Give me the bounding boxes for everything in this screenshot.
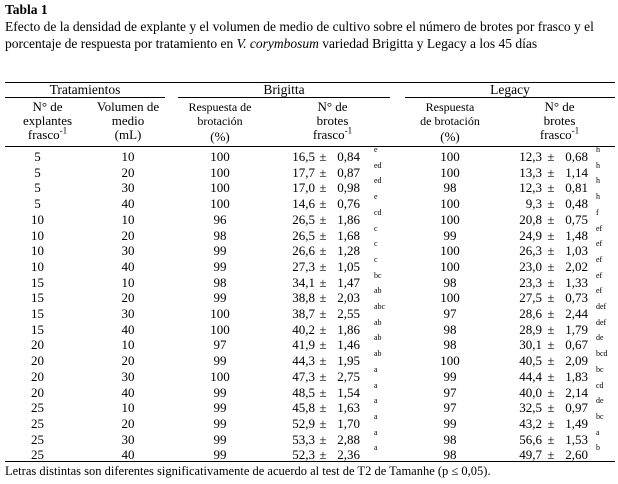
cell-legacy-pm: ± <box>547 415 555 431</box>
cell-brigitta-letter: c <box>374 239 378 249</box>
cell-brigitta-sd: 2,55 <box>337 306 360 321</box>
cell-legacy-mean: 26,3 <box>519 243 542 259</box>
cell-brigitta-sd: 2,75 <box>337 368 360 384</box>
cell-brigitta-pm: ± <box>319 243 327 259</box>
cell-explants: 15 <box>31 321 44 337</box>
cell-brigitta-letter: ab <box>374 286 382 296</box>
cell-legacy-letter: h <box>596 145 600 154</box>
cell-brigitta-sd: 2,36 <box>337 447 360 463</box>
table-row <box>0 145 618 164</box>
table-row <box>0 317 618 337</box>
cell-legacy-pm: ± <box>547 384 555 400</box>
cell-legacy-mean: 20,8 <box>519 211 542 227</box>
cell-brigitta-pm: ± <box>319 306 327 321</box>
cell-legacy-sd: 2,02 <box>565 258 588 274</box>
cell-brigitta-letter: c <box>374 223 378 233</box>
cell-brigitta-letter: a <box>374 380 378 390</box>
cell-volume: 40 <box>121 258 135 274</box>
cell-legacy-pm: ± <box>547 211 555 227</box>
cell-brigitta-pm: ± <box>319 368 327 384</box>
header-rule <box>5 146 615 147</box>
cell-legacy-mean: 13,3 <box>519 164 542 180</box>
cell-legacy-mean: 23,3 <box>519 274 542 290</box>
cell-explants: 5 <box>34 149 41 164</box>
cell-legacy-letter: a <box>596 427 600 437</box>
cell-legacy-pm: ± <box>547 337 555 353</box>
cell-explants: 25 <box>31 431 44 447</box>
cell-brigitta-response: 100 <box>210 368 230 384</box>
cell-brigitta-response: 100 <box>210 149 230 164</box>
cell-legacy-sd: 0,75 <box>565 211 588 227</box>
cell-legacy-mean: 12,3 <box>519 149 542 164</box>
group-legacy: Legacy <box>490 82 530 97</box>
table-row <box>0 223 618 243</box>
cell-explants: 5 <box>34 180 41 196</box>
cell-explants: 5 <box>34 164 41 180</box>
cell-brigitta-sd: 1,54 <box>337 384 360 400</box>
col-header-legacy-shoots: N° de brotes frasco$^{-1}$ <box>539 99 580 142</box>
cell-volume: 40 <box>121 321 135 337</box>
cell-legacy-sd: 2,09 <box>565 353 588 369</box>
cell-brigitta-mean: 38,7 <box>292 306 315 321</box>
cell-brigitta-mean: 26,6 <box>292 243 315 259</box>
cell-brigitta-letter: a <box>374 396 378 406</box>
col-header-volume: Volumen de medio (mL) <box>96 99 160 142</box>
cell-brigitta-response: 99 <box>213 415 227 431</box>
cell-legacy-response: 99 <box>443 415 457 431</box>
cell-legacy-mean: 24,9 <box>519 227 542 243</box>
cell-legacy-letter: bc <box>596 364 604 374</box>
table-row <box>0 207 618 227</box>
cell-legacy-sd: 0,97 <box>565 400 588 416</box>
cell-legacy-pm: ± <box>547 368 555 384</box>
cell-brigitta-letter: ab <box>374 317 382 327</box>
table-row <box>0 270 618 290</box>
cell-brigitta-pm: ± <box>319 384 327 400</box>
cell-brigitta-response: 100 <box>210 164 230 180</box>
cell-legacy-pm: ± <box>547 243 555 259</box>
cell-volume: 30 <box>121 368 135 384</box>
cell-volume: 10 <box>121 400 135 416</box>
cell-brigitta-pm: ± <box>319 149 327 164</box>
cell-brigitta-letter: a <box>374 411 378 421</box>
cell-legacy-pm: ± <box>547 180 555 196</box>
cell-legacy-mean: 40,0 <box>519 384 542 400</box>
cell-brigitta-sd: 1,63 <box>337 400 360 416</box>
cell-brigitta-letter: c <box>374 254 378 264</box>
cell-legacy-letter: def <box>596 302 607 311</box>
cell-legacy-sd: 1,53 <box>565 431 588 447</box>
cell-legacy-sd: 1,33 <box>565 274 588 290</box>
cell-legacy-sd: 2,44 <box>565 306 588 321</box>
cell-legacy-letter: f <box>596 207 599 217</box>
cell-brigitta-response: 99 <box>213 384 227 400</box>
cell-brigitta-mean: 34,1 <box>292 274 315 290</box>
cell-brigitta-mean: 17,0 <box>292 180 315 196</box>
cell-brigitta-pm: ± <box>319 258 327 274</box>
cell-legacy-sd: 1,03 <box>565 243 588 259</box>
cell-brigitta-mean: 16,5 <box>292 149 315 164</box>
cell-legacy-sd: 0,73 <box>565 290 588 306</box>
cell-legacy-letter: ef <box>596 223 603 233</box>
cell-explants: 25 <box>31 447 44 463</box>
cell-brigitta-mean: 40,2 <box>292 321 315 337</box>
group-brigitta: Brigitta <box>263 82 305 97</box>
cell-legacy-response: 97 <box>443 400 457 416</box>
cell-explants: 10 <box>31 243 44 259</box>
cell-brigitta-pm: ± <box>319 211 327 227</box>
cell-brigitta-pm: ± <box>319 321 327 337</box>
cell-legacy-sd: 0,67 <box>565 337 588 353</box>
cell-legacy-letter: h <box>596 176 600 186</box>
cell-legacy-sd: 1,14 <box>565 164 588 180</box>
cell-legacy-pm: ± <box>547 353 555 369</box>
cell-explants: 20 <box>31 337 44 353</box>
cell-legacy-sd: 0,68 <box>565 149 588 164</box>
cell-brigitta-pm: ± <box>319 415 327 431</box>
cell-legacy-sd: 2,60 <box>565 447 588 463</box>
cell-brigitta-pm: ± <box>319 431 327 447</box>
cell-legacy-pm: ± <box>547 258 555 274</box>
cell-volume: 40 <box>121 447 135 463</box>
cell-legacy-pm: ± <box>547 447 555 463</box>
cell-brigitta-mean: 45,8 <box>292 400 315 416</box>
cell-legacy-pm: ± <box>547 306 555 321</box>
col-header-explants: N° de explantes frasco$^{-1}$ <box>22 99 73 142</box>
cell-brigitta-pm: ± <box>319 274 327 290</box>
cell-brigitta-pm: ± <box>319 290 327 306</box>
cell-legacy-letter: bc <box>596 411 604 421</box>
cell-legacy-mean: 40,5 <box>519 353 542 369</box>
cell-brigitta-response: 99 <box>213 431 227 447</box>
cell-legacy-pm: ± <box>547 227 555 243</box>
cell-brigitta-sd: 0,98 <box>337 180 360 196</box>
cell-legacy-response: 98 <box>443 337 457 353</box>
cell-legacy-letter: h <box>596 160 600 170</box>
cell-legacy-letter: h <box>596 192 600 202</box>
cell-brigitta-mean: 44,3 <box>292 353 315 369</box>
cell-legacy-pm: ± <box>547 290 555 306</box>
caption-text-b: variedad Brigitta y Legacy a los 45 días <box>318 36 538 51</box>
cell-legacy-response: 98 <box>443 274 457 290</box>
cell-explants: 15 <box>31 306 44 321</box>
cell-legacy-pm: ± <box>547 149 555 164</box>
cell-brigitta-mean: 52,3 <box>292 447 315 463</box>
cell-explants: 20 <box>31 368 44 384</box>
cell-brigitta-mean: 17,7 <box>292 164 315 180</box>
cell-volume: 20 <box>121 227 135 243</box>
table-caption <box>5 1 617 52</box>
cell-volume: 30 <box>121 431 135 447</box>
cell-brigitta-letter: e <box>374 145 378 154</box>
cell-brigitta-pm: ± <box>319 196 327 212</box>
cell-legacy-letter: def <box>596 317 607 327</box>
cell-legacy-response: 100 <box>440 196 460 212</box>
cell-legacy-mean: 28,6 <box>519 306 542 321</box>
cell-brigitta-mean: 48,5 <box>292 384 315 400</box>
cell-volume: 10 <box>121 211 135 227</box>
table-number: Tabla 1 <box>5 2 48 17</box>
cell-brigitta-sd: 1,47 <box>337 274 360 290</box>
cell-explants: 10 <box>31 227 44 243</box>
cell-volume: 40 <box>121 384 135 400</box>
cell-brigitta-letter: bc <box>374 270 382 280</box>
cell-brigitta-letter: a <box>374 427 378 437</box>
cell-legacy-pm: ± <box>547 164 555 180</box>
cell-explants: 15 <box>31 290 44 306</box>
cell-legacy-response: 99 <box>443 227 457 243</box>
cell-brigitta-sd: 1,95 <box>337 353 360 369</box>
cell-legacy-sd: 1,48 <box>565 227 588 243</box>
table-row <box>0 302 618 321</box>
cell-brigitta-pm: ± <box>319 337 327 353</box>
cell-legacy-sd: 1,79 <box>565 321 588 337</box>
cell-brigitta-pm: ± <box>319 447 327 463</box>
cell-brigitta-response: 96 <box>213 211 227 227</box>
cell-brigitta-response: 98 <box>213 227 227 243</box>
caption-species: V. corymbosum <box>236 36 319 51</box>
cell-brigitta-sd: 1,28 <box>337 243 360 259</box>
cell-legacy-mean: 56,6 <box>519 431 542 447</box>
cell-legacy-sd: 2,14 <box>565 384 588 400</box>
caption-text-a: Efecto de la densidad de explante y el volumen de medio de cultivo sobre el número de brotes por frasco y el porcentaje de respuesta por tratamiento en <box>5 19 594 51</box>
cell-brigitta-sd: 1,46 <box>337 337 360 353</box>
cell-brigitta-pm: ± <box>319 164 327 180</box>
cell-legacy-mean: 30,1 <box>519 337 542 353</box>
cell-legacy-letter: ef <box>596 254 603 264</box>
cell-volume: 30 <box>121 243 135 259</box>
cell-legacy-response: 97 <box>443 384 457 400</box>
table-row <box>0 364 618 384</box>
cell-brigitta-letter: ed <box>374 160 382 170</box>
cell-legacy-response: 98 <box>443 431 457 447</box>
cell-legacy-pm: ± <box>547 431 555 447</box>
cell-legacy-sd: 1,49 <box>565 415 588 431</box>
cell-brigitta-letter: ab <box>374 349 382 359</box>
cell-legacy-mean: 27,5 <box>519 290 542 306</box>
table-row <box>0 176 618 196</box>
cell-brigitta-response: 100 <box>210 306 230 321</box>
cell-brigitta-response: 99 <box>213 400 227 416</box>
cell-legacy-mean: 43,2 <box>519 415 542 431</box>
cell-legacy-letter: ef <box>596 286 603 296</box>
group-treatments: Tratamientos <box>49 82 121 97</box>
cell-volume: 30 <box>121 180 135 196</box>
cell-volume: 20 <box>121 353 135 369</box>
cell-legacy-mean: 44,4 <box>519 368 542 384</box>
cell-brigitta-sd: 1,86 <box>337 211 360 227</box>
cell-legacy-response: 100 <box>440 164 460 180</box>
cell-legacy-mean: 32,5 <box>519 400 542 416</box>
table-footnote: Letras distintas son diferentes significativamente de acuerdo al test de T2 de Tamanhe (p ≤ 0,05). <box>5 464 491 478</box>
cell-brigitta-response: 97 <box>213 337 227 353</box>
table-row <box>0 411 618 431</box>
cell-explants: 10 <box>31 258 44 274</box>
cell-legacy-response: 98 <box>443 180 457 196</box>
cell-legacy-response: 100 <box>440 353 460 369</box>
cell-brigitta-sd: 2,03 <box>337 290 360 306</box>
cell-brigitta-sd: 1,05 <box>337 258 360 274</box>
cell-brigitta-response: 100 <box>210 196 230 212</box>
cell-legacy-mean: 9,3 <box>525 196 542 212</box>
cell-brigitta-sd: 0,76 <box>337 196 360 212</box>
cell-legacy-pm: ± <box>547 274 555 290</box>
cell-legacy-response: 98 <box>443 321 457 337</box>
table-row <box>0 427 618 447</box>
cell-explants: 25 <box>31 400 44 416</box>
cell-volume: 40 <box>121 196 135 212</box>
cell-brigitta-letter: a <box>374 443 378 453</box>
cell-explants: 20 <box>31 384 44 400</box>
col-header-brigitta-shoots: N° de brotes frasco$^{-1}$ <box>312 99 353 142</box>
col-header-brigitta-response: Respuesta de brotación (%) <box>188 100 252 144</box>
cell-brigitta-sd: 0,87 <box>337 164 360 180</box>
cell-legacy-sd: 1,83 <box>565 368 588 384</box>
cell-volume: 20 <box>121 290 135 306</box>
cell-brigitta-sd: 1,86 <box>337 321 360 337</box>
col-header-legacy-response: Respuesta de brotación (%) <box>420 100 480 144</box>
cell-brigitta-sd: 2,88 <box>337 431 360 447</box>
cell-explants: 5 <box>34 196 41 212</box>
cell-legacy-letter: de <box>596 333 604 343</box>
cell-volume: 10 <box>121 274 135 290</box>
cell-legacy-letter: cd <box>596 380 604 390</box>
cell-legacy-response: 100 <box>440 211 460 227</box>
cell-legacy-response: 97 <box>443 306 457 321</box>
cell-explants: 15 <box>31 274 44 290</box>
cell-explants: 25 <box>31 415 44 431</box>
cell-brigitta-letter: abc <box>374 302 386 311</box>
table-row <box>0 333 618 353</box>
cell-brigitta-letter: e <box>374 192 378 202</box>
cell-brigitta-letter: a <box>374 364 378 374</box>
cell-brigitta-pm: ± <box>319 227 327 243</box>
cell-legacy-response: 98 <box>443 447 457 463</box>
cell-brigitta-mean: 27,3 <box>292 258 315 274</box>
cell-brigitta-response: 100 <box>210 180 230 196</box>
cell-volume: 20 <box>121 415 135 431</box>
table-row <box>0 239 618 259</box>
cell-legacy-response: 99 <box>443 368 457 384</box>
cell-brigitta-sd: 0,84 <box>337 149 360 164</box>
table-row <box>0 380 618 400</box>
cell-legacy-mean: 12,3 <box>519 180 542 196</box>
cell-legacy-letter: ef <box>596 239 603 249</box>
cell-legacy-pm: ± <box>547 400 555 416</box>
table-row <box>0 286 618 306</box>
cell-brigitta-response: 98 <box>213 274 227 290</box>
cell-brigitta-mean: 52,9 <box>292 415 315 431</box>
cell-brigitta-response: 99 <box>213 243 227 259</box>
cell-brigitta-mean: 38,8 <box>292 290 315 306</box>
table-row <box>0 254 618 274</box>
cell-legacy-sd: 0,48 <box>565 196 588 212</box>
cell-brigitta-response: 99 <box>213 353 227 369</box>
cell-volume: 30 <box>121 306 135 321</box>
cell-explants: 20 <box>31 353 44 369</box>
cell-brigitta-pm: ± <box>319 353 327 369</box>
cell-legacy-mean: 23,0 <box>519 258 542 274</box>
cell-brigitta-mean: 47,3 <box>292 368 315 384</box>
cell-legacy-sd: 0,81 <box>565 180 588 196</box>
cell-brigitta-response: 99 <box>213 258 227 274</box>
cell-volume: 20 <box>121 164 135 180</box>
cell-legacy-pm: ± <box>547 196 555 212</box>
cell-legacy-mean: 49,7 <box>519 447 542 463</box>
cell-legacy-pm: ± <box>547 321 555 337</box>
cell-legacy-letter: bcd <box>596 349 608 359</box>
cell-volume: 10 <box>121 337 135 353</box>
cell-legacy-response: 100 <box>440 258 460 274</box>
table-row <box>0 443 618 463</box>
cell-brigitta-letter: ed <box>374 176 382 186</box>
table-row <box>0 349 618 369</box>
cell-brigitta-response: 99 <box>213 447 227 463</box>
cell-legacy-letter: de <box>596 396 604 406</box>
cell-brigitta-sd: 1,70 <box>337 415 360 431</box>
cell-brigitta-letter: ab <box>374 333 382 343</box>
cell-legacy-letter: b <box>596 443 600 453</box>
cell-legacy-response: 100 <box>440 290 460 306</box>
cell-brigitta-sd: 1,68 <box>337 227 360 243</box>
cell-brigitta-mean: 41,9 <box>292 337 315 353</box>
cell-brigitta-response: 100 <box>210 321 230 337</box>
cell-brigitta-mean: 26,5 <box>292 227 315 243</box>
cell-brigitta-mean: 53,3 <box>292 431 315 447</box>
cell-brigitta-pm: ± <box>319 400 327 416</box>
cell-brigitta-response: 99 <box>213 290 227 306</box>
cell-volume: 10 <box>121 149 135 164</box>
cell-brigitta-pm: ± <box>319 180 327 196</box>
cell-legacy-letter: ef <box>596 270 603 280</box>
cell-brigitta-mean: 14,6 <box>292 196 315 212</box>
cell-explants: 10 <box>31 211 44 227</box>
cell-legacy-response: 100 <box>440 149 460 164</box>
cell-legacy-response: 100 <box>440 243 460 259</box>
table-row <box>0 160 618 180</box>
cell-brigitta-mean: 26,5 <box>292 211 315 227</box>
cell-legacy-mean: 28,9 <box>519 321 542 337</box>
cell-brigitta-letter: cd <box>374 207 382 217</box>
